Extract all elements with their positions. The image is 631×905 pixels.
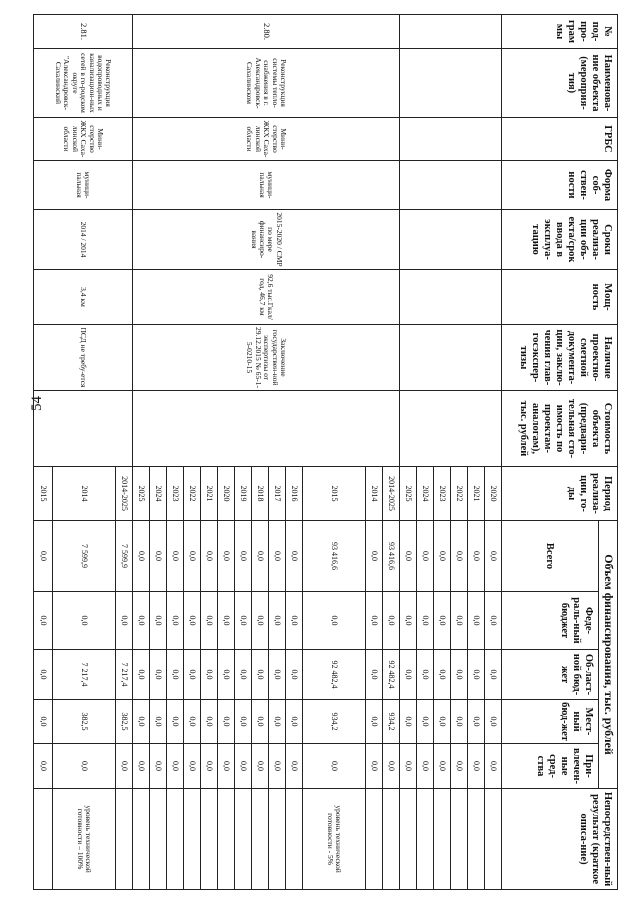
local-cell: 0,0 xyxy=(34,700,53,744)
attracted-cell: 0,0 xyxy=(468,744,485,789)
local-cell: 0,0 xyxy=(218,700,235,744)
object-number: 2.81. xyxy=(34,15,133,49)
total-cell: 0,0 xyxy=(451,521,468,592)
local-cell: 0,0 xyxy=(184,700,201,744)
result-cell xyxy=(417,789,434,890)
header-local: Мест-ный бюд-жет xyxy=(502,700,599,744)
regional-cell: 7 217,4 xyxy=(53,650,116,700)
federal-cell: 0,0 xyxy=(218,592,235,650)
object-power: 3,4 км xyxy=(34,270,133,325)
prev-object-terms-cell xyxy=(400,210,502,270)
attracted-cell: 0,0 xyxy=(53,744,116,789)
regional-cell: 0,0 xyxy=(235,650,252,700)
total-cell: 0,0 xyxy=(286,521,303,592)
result-cell xyxy=(252,789,269,890)
header-psd: Наличие проектно-сметной документа-ции, заклю-чения глав-госэкспер-тизы xyxy=(502,325,618,391)
financing-table xyxy=(33,14,618,890)
regional-cell: 0,0 xyxy=(133,650,150,700)
federal-cell: 0,0 xyxy=(366,592,383,650)
regional-cell: 92 482,4 xyxy=(303,650,366,700)
year-cell: 2014-2025 xyxy=(383,467,400,521)
result-cell xyxy=(383,789,400,890)
header-terms: Сроки реализа-ции объ-екта/срок ввода в эксплуа-тацию xyxy=(502,210,618,270)
regional-cell: 92 482,4 xyxy=(383,650,400,700)
object-grbs: Мини-стерство ЖКХ Саха-линской области xyxy=(133,118,400,161)
result-cell xyxy=(485,789,502,890)
prev-object-grbs-cell xyxy=(400,118,502,161)
attracted-cell: 0,0 xyxy=(269,744,286,789)
table-body xyxy=(34,15,502,890)
total-cell: 7 599,9 xyxy=(53,521,116,592)
attracted-cell: 0,0 xyxy=(133,744,150,789)
attracted-cell: 0,0 xyxy=(400,744,417,789)
attracted-cell: 0,0 xyxy=(150,744,167,789)
result-cell xyxy=(133,789,150,890)
header-federal: Феде-раль-ный бюджет xyxy=(502,592,599,650)
attracted-cell: 0,0 xyxy=(184,744,201,789)
object-grbs: Мини-стерство ЖКХ Саха-линской области xyxy=(34,118,133,161)
attracted-cell: 0,0 xyxy=(451,744,468,789)
object-ownership: муници-пальная xyxy=(34,161,133,210)
year-cell: 2014 xyxy=(366,467,383,521)
attracted-cell: 0,0 xyxy=(167,744,184,789)
table-row xyxy=(116,15,133,890)
federal-cell: 0,0 xyxy=(269,592,286,650)
attracted-cell: 0,0 xyxy=(417,744,434,789)
object-cost xyxy=(133,391,400,467)
result-cell xyxy=(366,789,383,890)
header-name: Наименова-ние объекта (мероприя-тия) xyxy=(502,49,618,118)
year-cell: 2021 xyxy=(468,467,485,521)
total-cell: 0,0 xyxy=(167,521,184,592)
object-name: Реконструкция системы тепло-снабжения в г. Александровск-Сахалинском xyxy=(133,49,400,118)
result-cell xyxy=(201,789,218,890)
local-cell: 0,0 xyxy=(235,700,252,744)
total-cell: 0,0 xyxy=(400,521,417,592)
year-cell: 2015 xyxy=(34,467,53,521)
local-cell: 0,0 xyxy=(252,700,269,744)
page-number: 54 xyxy=(29,396,45,411)
federal-cell: 0,0 xyxy=(417,592,434,650)
regional-cell: 0,0 xyxy=(468,650,485,700)
local-cell: 0,0 xyxy=(400,700,417,744)
prev-object-psd-cell xyxy=(400,325,502,391)
result-cell xyxy=(269,789,286,890)
federal-cell: 0,0 xyxy=(383,592,400,650)
total-cell: 0,0 xyxy=(133,521,150,592)
object-name: Реконструкция водопроводных и канализацион-ных сетей в го-родском округе "Александровск-Сахалинский xyxy=(34,49,133,118)
result-cell xyxy=(400,789,417,890)
attracted-cell: 0,0 xyxy=(116,744,133,789)
regional-cell: 0,0 xyxy=(400,650,417,700)
total-cell: 0,0 xyxy=(434,521,451,592)
total-cell: 93 416,6 xyxy=(383,521,400,592)
federal-cell: 0,0 xyxy=(286,592,303,650)
attracted-cell: 0,0 xyxy=(383,744,400,789)
federal-cell: 0,0 xyxy=(468,592,485,650)
federal-cell: 0,0 xyxy=(133,592,150,650)
object-terms: 2014 / 2014 xyxy=(34,210,133,270)
attracted-cell: 0,0 xyxy=(34,744,53,789)
regional-cell: 0,0 xyxy=(485,650,502,700)
result-cell xyxy=(150,789,167,890)
federal-cell: 0,0 xyxy=(434,592,451,650)
result-cell xyxy=(218,789,235,890)
local-cell: 0,0 xyxy=(150,700,167,744)
federal-cell: 0,0 xyxy=(53,592,116,650)
regional-cell: 0,0 xyxy=(201,650,218,700)
federal-cell: 0,0 xyxy=(34,592,53,650)
header-financing: Объем финансирования, тыс. рублей xyxy=(599,521,618,789)
year-cell: 2022 xyxy=(184,467,201,521)
result-cell xyxy=(468,789,485,890)
year-cell: 2022 xyxy=(451,467,468,521)
prev-object-power-cell xyxy=(400,270,502,325)
result-cell xyxy=(116,789,133,890)
local-cell: 0,0 xyxy=(201,700,218,744)
year-cell: 2024 xyxy=(150,467,167,521)
regional-cell: 0,0 xyxy=(417,650,434,700)
local-cell: 0,0 xyxy=(133,700,150,744)
total-cell: 0,0 xyxy=(468,521,485,592)
result-cell xyxy=(451,789,468,890)
total-cell: 0,0 xyxy=(252,521,269,592)
attracted-cell: 0,0 xyxy=(286,744,303,789)
attracted-cell: 0,0 xyxy=(252,744,269,789)
total-cell: 0,0 xyxy=(417,521,434,592)
federal-cell: 0,0 xyxy=(235,592,252,650)
object-psd: Заключение государствен-ной экспертизы от 29.12.2015 № 65-1-5-0210-15 xyxy=(133,325,400,391)
prev-object-form-cell xyxy=(400,161,502,210)
header-attracted: При-влечен-ные сред-ства xyxy=(502,744,599,789)
header-total: Всего xyxy=(502,521,599,592)
total-cell: 0,0 xyxy=(34,521,53,592)
result-cell xyxy=(434,789,451,890)
attracted-cell: 0,0 xyxy=(303,744,366,789)
prev-object-name-cell xyxy=(400,49,502,118)
regional-cell: 0,0 xyxy=(434,650,451,700)
total-cell: 0,0 xyxy=(485,521,502,592)
object-cost xyxy=(34,391,133,467)
result-cell: уровень технической готовности - 5% xyxy=(303,789,366,890)
total-cell: 0,0 xyxy=(201,521,218,592)
rotated-table-container xyxy=(39,14,618,889)
object-power: 92,6 тыс.Гкал/ год, 46,7 км xyxy=(133,270,400,325)
local-cell: 0,0 xyxy=(434,700,451,744)
year-cell: 2017 xyxy=(269,467,286,521)
attracted-cell: 0,0 xyxy=(434,744,451,789)
local-cell: 0,0 xyxy=(417,700,434,744)
regional-cell: 0,0 xyxy=(451,650,468,700)
federal-cell: 0,0 xyxy=(252,592,269,650)
table-row xyxy=(383,15,400,890)
total-cell: 0,0 xyxy=(218,521,235,592)
year-cell: 2021 xyxy=(201,467,218,521)
regional-cell: 0,0 xyxy=(167,650,184,700)
prev-object-cost-cell xyxy=(400,391,502,467)
object-terms: 2015-2020 / СМР по мере финансиро-вания xyxy=(133,210,400,270)
federal-cell: 0,0 xyxy=(184,592,201,650)
local-cell: 0,0 xyxy=(167,700,184,744)
total-cell: 0,0 xyxy=(366,521,383,592)
result-cell xyxy=(34,789,53,890)
regional-cell: 0,0 xyxy=(286,650,303,700)
header-regional: Об-ласт-ной бюд-жет xyxy=(502,650,599,700)
result-cell xyxy=(167,789,184,890)
federal-cell: 0,0 xyxy=(451,592,468,650)
result-cell xyxy=(184,789,201,890)
result-cell: уровень технической готовности – 100% xyxy=(53,789,116,890)
local-cell: 0,0 xyxy=(286,700,303,744)
header-power: Мощ-ность xyxy=(502,270,618,325)
total-cell: 0,0 xyxy=(269,521,286,592)
year-cell: 2025 xyxy=(400,467,417,521)
local-cell: 0,0 xyxy=(451,700,468,744)
federal-cell: 0,0 xyxy=(201,592,218,650)
header-result: Непосредствен-ный результат (краткое описа-ние) xyxy=(502,789,618,890)
header-num: № под-про-грам мы xyxy=(502,15,618,49)
total-cell: 0,0 xyxy=(235,521,252,592)
total-cell: 7 599,9 xyxy=(116,521,133,592)
prev-object-num-cell xyxy=(400,15,502,49)
total-cell: 93 416,6 xyxy=(303,521,366,592)
header-cost: Стоимость объекта (предвари-тельная сто-имость по проектам-аналогам), тыс. рублей xyxy=(502,391,618,467)
year-cell: 2016 xyxy=(286,467,303,521)
attracted-cell: 0,0 xyxy=(201,744,218,789)
total-cell: 0,0 xyxy=(184,521,201,592)
year-cell: 2020 xyxy=(218,467,235,521)
regional-cell: 7 217,4 xyxy=(116,650,133,700)
federal-cell: 0,0 xyxy=(400,592,417,650)
object-ownership: муници-пальная xyxy=(133,161,400,210)
attracted-cell: 0,0 xyxy=(485,744,502,789)
year-cell: 2023 xyxy=(434,467,451,521)
year-cell: 2015 xyxy=(303,467,366,521)
federal-cell: 0,0 xyxy=(150,592,167,650)
year-cell: 2025 xyxy=(133,467,150,521)
local-cell: 0,0 xyxy=(366,700,383,744)
regional-cell: 0,0 xyxy=(366,650,383,700)
result-cell xyxy=(286,789,303,890)
attracted-cell: 0,0 xyxy=(235,744,252,789)
result-cell xyxy=(235,789,252,890)
regional-cell: 0,0 xyxy=(252,650,269,700)
federal-cell: 0,0 xyxy=(303,592,366,650)
regional-cell: 0,0 xyxy=(269,650,286,700)
total-cell: 0,0 xyxy=(150,521,167,592)
local-cell: 382,5 xyxy=(116,700,133,744)
regional-cell: 0,0 xyxy=(184,650,201,700)
year-cell: 2019 xyxy=(235,467,252,521)
object-psd: ПСД не требу-ется xyxy=(34,325,133,391)
local-cell: 934,2 xyxy=(383,700,400,744)
year-cell: 2014-2025 xyxy=(116,467,133,521)
regional-cell: 0,0 xyxy=(150,650,167,700)
federal-cell: 0,0 xyxy=(485,592,502,650)
attracted-cell: 0,0 xyxy=(366,744,383,789)
year-cell: 2023 xyxy=(167,467,184,521)
local-cell: 934,2 xyxy=(303,700,366,744)
year-cell: 2018 xyxy=(252,467,269,521)
header-period: Период реализа-ции, го-ды xyxy=(502,467,618,521)
year-cell: 2024 xyxy=(417,467,434,521)
year-cell: 2014 xyxy=(53,467,116,521)
regional-cell: 0,0 xyxy=(218,650,235,700)
local-cell: 382,5 xyxy=(53,700,116,744)
federal-cell: 0,0 xyxy=(116,592,133,650)
regional-cell: 0,0 xyxy=(34,650,53,700)
local-cell: 0,0 xyxy=(485,700,502,744)
table-row xyxy=(485,15,502,890)
local-cell: 0,0 xyxy=(468,700,485,744)
year-cell: 2020 xyxy=(485,467,502,521)
header-grbs: ГРБС xyxy=(502,118,618,161)
header-ownership: Форма соб-ствен-ности xyxy=(502,161,618,210)
attracted-cell: 0,0 xyxy=(218,744,235,789)
object-number: 2.80. xyxy=(133,15,400,49)
local-cell: 0,0 xyxy=(269,700,286,744)
federal-cell: 0,0 xyxy=(167,592,184,650)
